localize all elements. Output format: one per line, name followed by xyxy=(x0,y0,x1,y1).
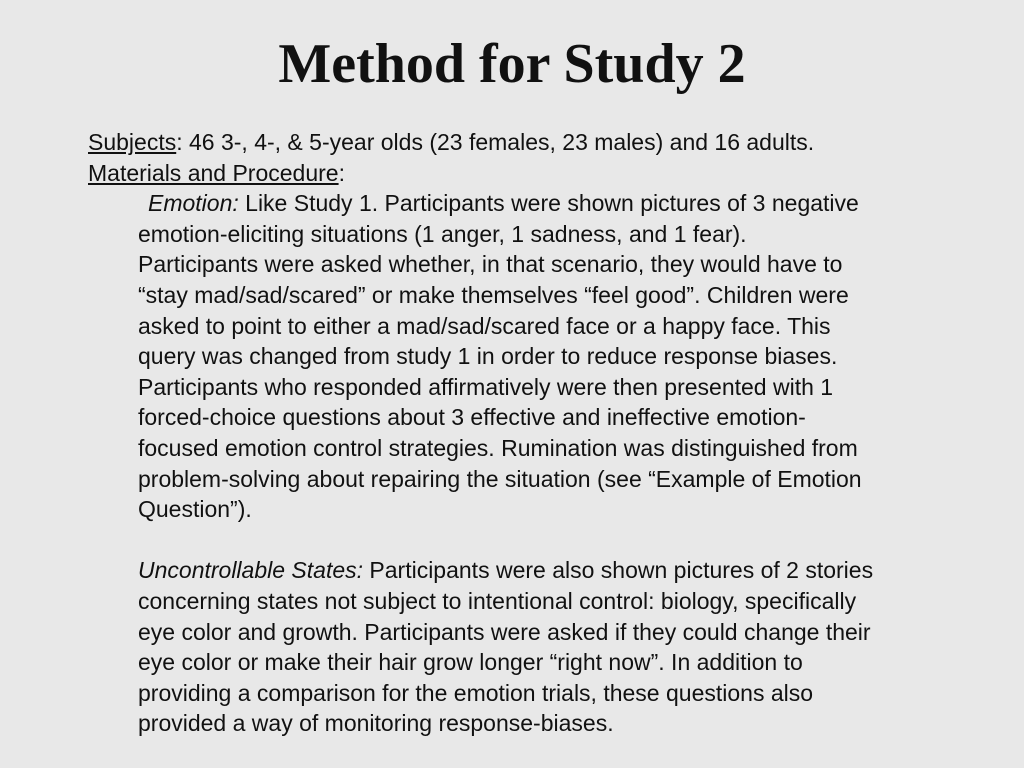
emotion-line-8: focused emotion control strategies. Rumination was distinguished from xyxy=(138,434,858,461)
emotion-line-6: Participants who responded affirmatively were then presented with 1 xyxy=(138,373,834,400)
uncontrollable-line-3: eye color or make their hair grow longer “right now”. In addition to xyxy=(138,649,803,676)
emotion-line-5: query was changed from study 1 in order to reduce response biases. xyxy=(138,343,838,370)
emotion-text-0: Like Study 1. Participants were shown pictures of 3 negative xyxy=(238,190,859,217)
uncontrollable-text-0: Participants were also shown pictures of 2 stories xyxy=(363,557,874,584)
subjects-text: : 46 3-, 4-, & 5-year olds (23 females, 23 males) and 16 adults. xyxy=(176,129,815,155)
emotion-line-9: problem-solving about repairing the situation (see “Example of Emotion xyxy=(138,465,862,492)
materials-line xyxy=(88,158,988,189)
paragraph-gap xyxy=(88,525,988,556)
emotion-line-7: forced-choice questions about 3 effective and ineffective emotion- xyxy=(138,404,806,431)
uncontrollable-line-4: providing a comparison for the emotion trials, these questions also xyxy=(138,679,814,706)
uncontrollable-label: Uncontrollable States: xyxy=(138,557,364,584)
emotion-paragraph xyxy=(88,188,988,525)
materials-colon: : xyxy=(338,159,345,186)
uncontrollable-line-1: concerning states not subject to intentional control: biology, specifically xyxy=(138,587,857,614)
uncontrollable-line-0 xyxy=(138,555,988,586)
emotion-line-3: “stay mad/sad/scared” or make themselves “feel good”. Children were xyxy=(138,281,849,308)
emotion-line-2: Participants were asked whether, in that scenario, they would have to xyxy=(138,251,843,278)
subjects-line xyxy=(88,127,988,158)
slide-title: Method for Study 2 xyxy=(278,33,746,95)
emotion-line-10: Question”). xyxy=(138,496,252,523)
uncontrollable-paragraph xyxy=(88,555,988,739)
slide-body xyxy=(88,127,988,739)
uncontrollable-line-5: provided a way of monitoring response-biases. xyxy=(138,710,614,737)
emotion-line-0 xyxy=(138,188,988,219)
subjects-label: Subjects xyxy=(88,129,177,155)
materials-label: Materials and Procedure xyxy=(88,159,339,186)
emotion-label: Emotion: xyxy=(148,190,239,217)
emotion-line-4: asked to point to either a mad/sad/scared face or a happy face. This xyxy=(138,312,831,339)
emotion-line-1: emotion-eliciting situations (1 anger, 1 sadness, and 1 fear). xyxy=(138,220,747,247)
uncontrollable-line-2: eye color and growth. Participants were asked if they could change their xyxy=(138,618,871,645)
